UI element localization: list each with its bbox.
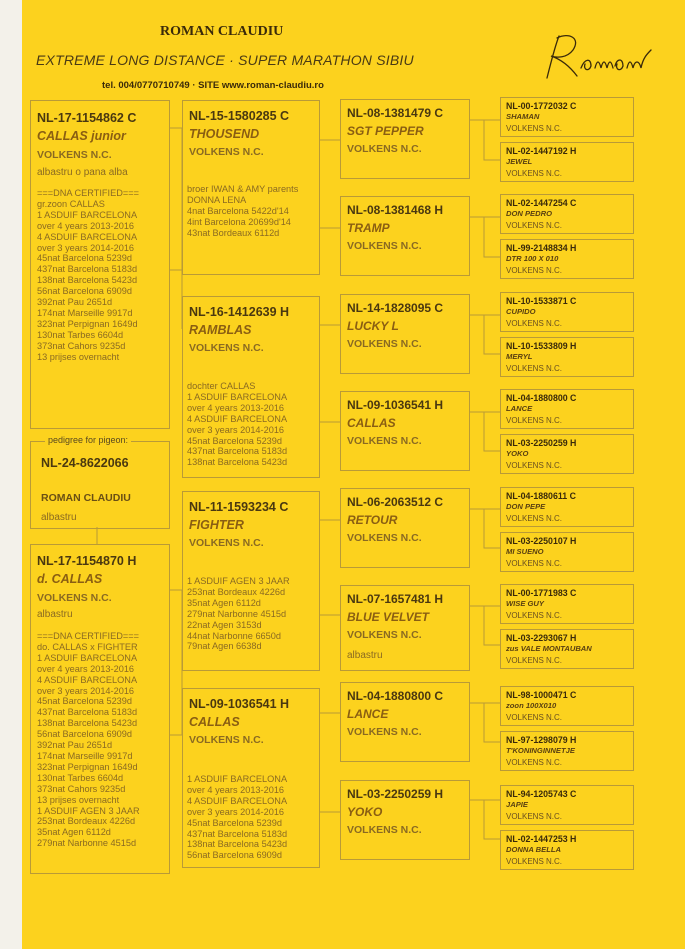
great-grandparent-box [340, 99, 470, 179]
sire-ring: NL-17-1154862 C [37, 111, 137, 125]
gen4-box [500, 785, 634, 825]
gen4-box [500, 292, 634, 332]
dam-ring: NL-17-1154870 H [37, 554, 137, 568]
ggp-ring: NL-07-1657481 H [347, 592, 444, 606]
great-grandparent-box [340, 488, 470, 568]
gen4-name: zoon 100X010 [506, 701, 557, 710]
event-title: EXTREME LONG DISTANCE · SUPER MARATHON SIBIU [36, 52, 414, 68]
gen4-box [500, 686, 634, 726]
great-grandparent-box [340, 585, 470, 671]
grandparent-owner: VOLKENS N.C. [189, 342, 264, 354]
subject-owner: ROMAN CLAUDIU [41, 492, 131, 504]
gen4-box [500, 487, 634, 527]
ggp-owner: VOLKENS N.C. [347, 338, 422, 350]
ggp-name: LANCE [347, 707, 389, 721]
gen4-name: JAPIE [506, 800, 528, 809]
ggp-owner: VOLKENS N.C. [347, 726, 422, 738]
gen4-box [500, 584, 634, 624]
gen4-box [500, 830, 634, 870]
gen4-owner: VOLKENS N.C. [506, 857, 563, 866]
gen4-name: CUPIDO [506, 307, 536, 316]
ggp-owner: VOLKENS N.C. [347, 532, 422, 544]
subject-box [30, 435, 170, 529]
gen4-name: zus VALE MONTAUBAN [506, 644, 592, 653]
gen4-ring: NL-97-1298079 H [506, 735, 577, 745]
ggp-ring: NL-14-1828095 C [347, 301, 444, 315]
gen4-owner: VOLKENS N.C. [506, 416, 563, 425]
gen4-box [500, 194, 634, 234]
gen4-box [500, 337, 634, 377]
gen4-owner: VOLKENS N.C. [506, 319, 563, 328]
ggp-ring: NL-06-2063512 C [347, 495, 444, 509]
ggp-owner: VOLKENS N.C. [347, 435, 422, 447]
gen4-box [500, 239, 634, 279]
dam-box [30, 544, 170, 874]
gen4-ring: NL-04-1880611 C [506, 491, 576, 501]
great-grandparent-box [340, 682, 470, 762]
gen4-box [500, 629, 634, 669]
grandparent-ring: NL-15-1580285 C [189, 109, 290, 123]
gen4-ring: NL-00-1772032 C [506, 101, 577, 111]
ggp-name: BLUE VELVET [347, 610, 430, 624]
subject-color: albastru [41, 512, 77, 523]
gen4-name: DON PEPE [506, 502, 546, 511]
ggp-ring: NL-03-2250259 H [347, 787, 444, 801]
gen4-ring: NL-03-2293067 H [506, 633, 577, 643]
ggp-ring: NL-08-1381479 C [347, 106, 444, 120]
grandparent-box [182, 296, 320, 478]
sire-box [30, 100, 170, 429]
gen4-name: DONNA BELLA [506, 845, 561, 854]
great-grandparent-box [340, 391, 470, 471]
gen4-name: WISE GUY [506, 599, 544, 608]
gen4-name: DTR 100 X 010 [506, 254, 559, 263]
gen4-owner: VOLKENS N.C. [506, 124, 563, 133]
grandparent-notes: broer IWAN & AMY parents DONNA LENA 4nat Barcelona 5422d'14 4int Barcelona 20699d'14 43nat Bordeaux 6112d [187, 184, 299, 238]
gen4-owner: VOLKENS N.C. [506, 169, 563, 178]
gen4-name: SHAMAN [506, 112, 540, 121]
ggp-owner: VOLKENS N.C. [347, 240, 422, 252]
grandparent-box [182, 100, 320, 275]
ggp-ring: NL-04-1880800 C [347, 689, 444, 703]
grandparent-box [182, 491, 320, 671]
gen4-ring: NL-04-1880800 C [506, 393, 577, 403]
grandparent-notes: 1 ASDUIF AGEN 3 JAAR 253nat Bordeaux 4226d 35nat Agen 6112d 279nat Narbonne 4515d 22nat Agen 3153d 44nat Narbonne 6650d 79nat Agen 6638d [187, 576, 290, 652]
sire-name: CALLAS junior [37, 129, 126, 143]
gen4-box [500, 434, 634, 474]
gen4-owner: VOLKENS N.C. [506, 514, 563, 523]
gen4-owner: VOLKENS N.C. [506, 559, 563, 568]
gen4-owner: VOLKENS N.C. [506, 758, 563, 767]
gen4-box [500, 389, 634, 429]
grandparent-name: RAMBLAS [189, 323, 252, 337]
gen4-name: T'KONINGINNETJE [506, 746, 575, 755]
gen4-owner: VOLKENS N.C. [506, 713, 563, 722]
grandparent-notes: dochter CALLAS 1 ASDUIF BARCELONA over 4 years 2013-2016 4 ASDUIF BARCELONA over 3 years 2014-2016 45nat Barcelona 5239d 437nat Barcelona 5183d 138nat Barcelona 5423d [187, 381, 288, 468]
grandparent-ring: NL-16-1412639 H [189, 305, 290, 319]
gen4-ring: NL-00-1771983 C [506, 588, 577, 598]
grandparent-owner: VOLKENS N.C. [189, 537, 264, 549]
dam-owner: VOLKENS N.C. [37, 592, 112, 604]
grandparent-ring: NL-09-1036541 H [189, 697, 290, 711]
gen4-ring: NL-94-1205743 C [506, 789, 577, 799]
grandparent-name: THOUSEND [189, 127, 260, 141]
ggp-name: TRAMP [347, 221, 390, 235]
ggp-name: LUCKY L [347, 319, 399, 333]
subject-ring: NL-24-8622066 [41, 456, 129, 470]
ggp-name: RETOUR [347, 513, 398, 527]
gen4-box [500, 731, 634, 771]
ggp-ring: NL-09-1036541 H [347, 398, 444, 412]
gen4-ring: NL-99-2148834 H [506, 243, 577, 253]
breeder-name: ROMAN CLAUDIU [160, 24, 284, 39]
gen4-name: JEWEL [506, 157, 533, 166]
dam-color: albastru [37, 609, 73, 620]
grandparent-box [182, 688, 320, 868]
great-grandparent-box [340, 196, 470, 276]
ggp-owner: VOLKENS N.C. [347, 824, 422, 836]
dam-name: d. CALLAS [37, 572, 103, 586]
gen4-owner: VOLKENS N.C. [506, 266, 563, 275]
grandparent-ring: NL-11-1593234 C [189, 500, 289, 514]
gen4-ring: NL-02-1447253 H [506, 834, 577, 844]
gen4-ring: NL-03-2250259 H [506, 438, 577, 448]
gen4-ring: NL-10-1533809 H [506, 341, 577, 351]
gen4-ring: NL-03-2250107 H [506, 536, 577, 546]
ggp-name: CALLAS [347, 416, 396, 430]
ggp-name: YOKO [347, 805, 383, 819]
grandparent-notes: 1 ASDUIF BARCELONA over 4 years 2013-2016 4 ASDUIF BARCELONA over 3 years 2014-2016 45nat Barcelona 5239d 437nat Barcelona 5183d 138nat Barcelona 5423d 56nat Barcelona 6909d [187, 774, 288, 861]
gen4-name: YOKO [506, 449, 529, 458]
gen4-owner: VOLKENS N.C. [506, 461, 563, 470]
gen4-owner: VOLKENS N.C. [506, 656, 563, 665]
gen4-owner: VOLKENS N.C. [506, 812, 563, 821]
sire-color: albastru o pana alba [37, 167, 128, 178]
gen4-owner: VOLKENS N.C. [506, 221, 563, 230]
gen4-name: MI SUENO [506, 547, 544, 556]
gen4-name: DON PEDRO [506, 209, 552, 218]
gen4-box [500, 142, 634, 182]
gen4-owner: VOLKENS N.C. [506, 611, 563, 620]
ggp-color: albastru [347, 650, 383, 661]
ggp-name: SGT PEPPER [347, 124, 424, 138]
pedigree-label: pedigree for pigeon: [45, 435, 131, 445]
gen4-ring: NL-10-1533871 C [506, 296, 577, 306]
gen4-ring: NL-02-1447254 C [506, 198, 577, 208]
ggp-owner: VOLKENS N.C. [347, 629, 422, 641]
sire-notes: ===DNA CERTIFIED=== gr.zoon CALLAS 1 ASDUIF BARCELONA over 4 years 2013-2016 4 ASDUIF BARCELONA over 3 years 2014-2016 45nat Barcelona 5239d 437nat Barcelona 5183d 138nat Barcelona 5423d 56nat Barcelona 6909d 392nat Pau 2651d 174nat Marseille 9917d 323nat Perpignan 1649d 130nat Tarbes 6604d 373nat Cahors 9235d 13 prijses overnacht [37, 188, 139, 362]
gen4-owner: VOLKENS N.C. [506, 364, 563, 373]
ggp-ring: NL-08-1381468 H [347, 203, 444, 217]
gen4-ring: NL-98-1000471 C [506, 690, 577, 700]
gen4-box [500, 532, 634, 572]
ggp-owner: VOLKENS N.C. [347, 143, 422, 155]
gen4-box [500, 97, 634, 137]
contact-line: tel. 004/0770710749 · SITE www.roman-claudiu.ro [102, 80, 324, 91]
great-grandparent-box [340, 294, 470, 374]
great-grandparent-box [340, 780, 470, 860]
grandparent-name: CALLAS [189, 715, 240, 729]
dam-notes: ===DNA CERTIFIED=== do. CALLAS x FIGHTER 1 ASDUIF BARCELONA over 4 years 2013-2016 4 ASDUIF BARCELONA over 3 years 2014-2016 45nat Barcelona 5239d 437nat Barcelona 5183d 138nat Barcelona 5423d 56nat Barcelona 6909d 392nat Pau 2651d 174nat Marseille 9917d 323nat Perpignan 1649d 130nat Tarbes 6604d 373nat Cahors 9235d 13 prijses overnacht 1 ASDUIF AGEN 3 JAAR 253nat Bordeaux 4226d 35nat Agen 6112d 279nat Narbonne 4515d [37, 631, 140, 849]
pedigree-sheet [22, 0, 685, 949]
gen4-ring: NL-02-1447192 H [506, 146, 577, 156]
grandparent-owner: VOLKENS N.C. [189, 734, 264, 746]
gen4-name: MERYL [506, 352, 533, 361]
grandparent-name: FIGHTER [189, 518, 244, 532]
sire-owner: VOLKENS N.C. [37, 149, 112, 161]
gen4-name: LANCE [506, 404, 533, 413]
grandparent-owner: VOLKENS N.C. [189, 146, 264, 158]
